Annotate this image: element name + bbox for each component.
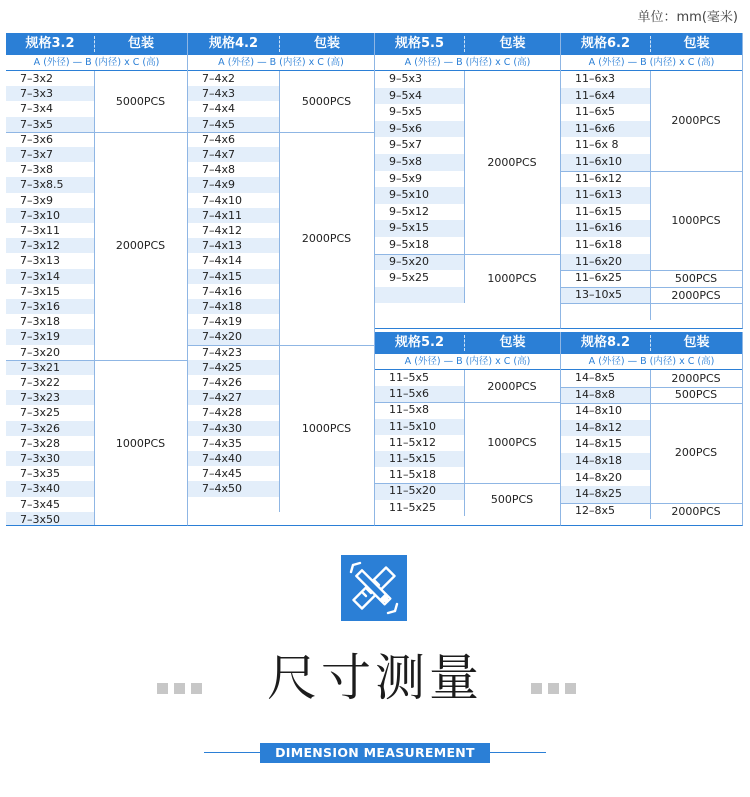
size-item: 7–4x10	[202, 193, 243, 207]
size-item: 7–3x14	[6, 269, 94, 284]
size-item: 14–8x10	[575, 404, 623, 418]
size-item: 9–5x5	[389, 105, 423, 119]
size-item: 7–3x21	[6, 360, 94, 375]
size-item: 7–4x4	[202, 102, 236, 116]
size-item: 7–4x26	[202, 376, 243, 389]
size-item: 7–4x7	[188, 147, 279, 162]
size-item: 7–4x28	[202, 406, 243, 420]
pack-quantity: 500PCS	[650, 270, 742, 287]
size-item: 11–5x6	[375, 386, 464, 402]
size-item: 9–5x8	[375, 154, 464, 171]
size-item: 9–5x6	[375, 121, 464, 138]
size-item: 9–5x4	[375, 88, 464, 105]
size-item: 11–6x13	[561, 187, 650, 204]
spec-label: 规格3.2	[25, 36, 75, 51]
spec-label: 规格6.2	[580, 36, 631, 51]
spec-block	[561, 33, 743, 329]
pack-label: 包装	[127, 36, 154, 51]
size-item: 7–4x11	[188, 208, 279, 223]
size-item: 7–3x28	[20, 436, 61, 450]
size-item: 13–10x5	[561, 287, 650, 304]
group-divider	[561, 270, 743, 271]
pack-quantity: 2000PCS	[650, 503, 742, 520]
spec-label: 规格5.5	[394, 36, 445, 51]
size-item: 7–4x16	[202, 284, 243, 298]
ruler-pencil-icon	[341, 555, 407, 621]
dimension-format: A (外径) — B (内径) x C (高)	[561, 354, 742, 370]
size-item: 14–8x20	[575, 470, 623, 484]
size-item: 7–3x23	[6, 390, 94, 405]
column-divider	[94, 71, 95, 526]
size-item: 9–5x15	[375, 220, 464, 237]
pack-quantity: 200PCS	[650, 403, 742, 503]
pack-label: 包装	[499, 335, 526, 350]
size-item: 9–5x7	[389, 138, 423, 152]
size-item: 7–4x30	[188, 421, 279, 436]
size-item: 11–6x5	[575, 105, 616, 119]
size-item: 7–3x7	[6, 147, 94, 162]
group-divider	[375, 483, 561, 484]
pack-quantity: 5000PCS	[94, 71, 187, 132]
pack-quantity: 5000PCS	[279, 71, 374, 132]
pack-quantity: 2000PCS	[464, 71, 560, 254]
size-item: 11–5x10	[375, 419, 464, 435]
section-subtitle: DIMENSION MEASUREMENT	[260, 743, 490, 763]
dimension-format: A (外径) — B (内径) x C (高)	[375, 55, 560, 71]
size-item	[561, 303, 650, 320]
size-item: 7–3x5	[6, 117, 94, 132]
size-item: 11–5x12	[389, 435, 437, 449]
size-item: 7–4x25	[188, 360, 279, 375]
size-item: 14–8x5	[575, 371, 616, 384]
spec-label: 规格8.2	[580, 335, 631, 350]
pack-quantity: 2000PCS	[94, 132, 187, 360]
pack-quantity: 1000PCS	[94, 360, 187, 526]
group-divider	[561, 303, 743, 304]
size-item: 7–4x8	[202, 163, 236, 177]
spec-block	[375, 33, 561, 329]
group-divider	[561, 387, 743, 388]
size-item: 11–6x12	[575, 171, 623, 185]
group-divider	[561, 171, 743, 172]
size-item: 9–5x10	[375, 187, 464, 204]
pack-label: 包装	[683, 36, 710, 51]
column-divider	[650, 71, 651, 320]
size-item: 7–3x9	[20, 193, 54, 207]
size-item: 7–3x3	[6, 86, 94, 101]
size-item: 11–5x25	[389, 500, 437, 514]
pack-quantity: 500PCS	[464, 483, 560, 515]
block-header	[561, 332, 742, 354]
pack-quantity: 2000PCS	[279, 132, 374, 345]
size-item: 7–3x35	[20, 467, 61, 481]
dimension-format: A (外径) — B (内径) x C (高)	[375, 354, 560, 370]
dimension-format: A (外径) — B (内径) x C (高)	[188, 55, 374, 71]
size-item: 7–4x2	[202, 72, 236, 85]
size-item: 7–3x15	[20, 284, 61, 298]
size-item: 7–3x11	[20, 224, 61, 237]
pack-quantity: 1000PCS	[650, 171, 742, 271]
size-item: 14–8x12	[561, 420, 650, 437]
size-item: 11–6x4	[561, 88, 650, 105]
size-item	[188, 497, 279, 512]
size-item: 14–8x15	[575, 437, 623, 451]
block-header	[375, 332, 560, 354]
size-item: 11–6x 8	[575, 138, 619, 152]
group-divider	[375, 402, 561, 403]
spec-block	[6, 33, 188, 526]
size-item: 7–3x10	[6, 208, 94, 223]
size-item: 7–4x5	[188, 117, 279, 132]
size-item: 9–5x18	[389, 238, 430, 251]
size-item: 11–5x15	[375, 451, 464, 467]
size-item: 7–3x40	[6, 481, 94, 496]
size-item: 7–4x14	[202, 254, 243, 268]
size-item: 7–3x18	[20, 315, 61, 329]
spec-table	[6, 33, 743, 526]
pack-quantity: 500PCS	[650, 387, 742, 404]
size-item: 7–3x12	[6, 238, 94, 253]
block-header	[188, 33, 374, 55]
column-divider	[464, 71, 465, 303]
size-item: 7–3x16	[6, 299, 94, 314]
pack-quantity: 2000PCS	[650, 287, 742, 304]
size-item: 12–8x5	[575, 503, 616, 517]
size-item: 9–5x25	[389, 271, 430, 285]
pack-quantity: 1000PCS	[464, 254, 560, 304]
size-item: 7–4x35	[202, 436, 243, 450]
size-item: 7–4x3	[188, 86, 279, 101]
pack-label: 包装	[499, 36, 526, 51]
size-item: 7–3x8.5	[6, 177, 94, 192]
spec-block	[188, 33, 375, 526]
size-item: 7–4x6	[202, 132, 236, 146]
size-item: 11–5x8	[389, 403, 430, 417]
subtitle-bar	[204, 743, 546, 763]
size-item: 7–4x20	[188, 329, 279, 344]
size-item: 7–3x25	[20, 406, 61, 420]
size-item: 7–3x45	[20, 497, 61, 511]
size-item: 7–4x40	[188, 451, 279, 466]
size-item: 11–6x20	[561, 254, 650, 271]
size-item: 7–3x22	[20, 376, 61, 389]
size-item: 7–3x6	[20, 132, 54, 146]
column-divider	[464, 370, 465, 516]
spec-label: 规格5.2	[394, 335, 445, 350]
group-divider	[375, 254, 561, 255]
group-divider	[561, 503, 743, 504]
spec-block	[375, 332, 561, 526]
size-item: 7–3x30	[6, 451, 94, 466]
group-divider	[6, 132, 188, 133]
block-header	[375, 33, 560, 55]
column-divider	[279, 71, 280, 512]
pack-quantity: 1000PCS	[279, 345, 374, 512]
group-divider	[188, 132, 375, 133]
size-item: 11–6x16	[561, 220, 650, 237]
size-item: 7–3x20	[20, 345, 61, 359]
size-item: 11–6x15	[575, 204, 623, 218]
size-item: 7–3x26	[6, 421, 94, 436]
size-item: 11–5x20	[375, 483, 464, 499]
size-item: 7–3x19	[6, 329, 94, 344]
spec-label: 规格4.2	[208, 36, 259, 51]
size-item: 11–6x18	[575, 238, 623, 251]
size-item: 7–3x13	[20, 254, 61, 268]
pack-quantity	[650, 303, 742, 320]
column-divider	[650, 370, 651, 519]
pack-quantity: 2000PCS	[464, 370, 560, 402]
group-divider	[561, 403, 743, 404]
dimension-format: A (外径) — B (内径) x C (高)	[561, 55, 742, 71]
spec-block	[561, 332, 743, 526]
pack-quantity: 2000PCS	[650, 370, 742, 387]
size-item: 11–6x6	[561, 121, 650, 138]
size-item: 7–4x13	[188, 238, 279, 253]
size-item: 7–4x27	[188, 390, 279, 405]
size-item: 11–6x10	[561, 154, 650, 171]
pack-label: 包装	[313, 36, 340, 51]
group-divider	[561, 287, 743, 288]
size-item: 14–8x25	[561, 486, 650, 503]
block-header	[561, 33, 742, 55]
size-item: 7–3x8	[20, 163, 54, 177]
group-divider	[6, 360, 188, 361]
size-item: 7–4x12	[202, 224, 243, 237]
size-item: 7–4x15	[188, 269, 279, 284]
group-divider	[188, 345, 375, 346]
size-item: 7–4x9	[188, 177, 279, 192]
dimension-format: A (外径) — B (内径) x C (高)	[6, 55, 187, 71]
size-item: 7–4x50	[188, 481, 279, 496]
size-item: 7–3x2	[20, 72, 54, 85]
size-item: 11–5x5	[389, 371, 430, 384]
size-item: 14–8x18	[561, 453, 650, 470]
size-item: 7–3x50	[6, 512, 94, 526]
size-item: 7–4x18	[188, 299, 279, 314]
unit-label: 单位：mm(毫米)	[637, 10, 738, 25]
size-item: 9–5x12	[389, 204, 430, 218]
size-item: 7–4x23	[202, 345, 243, 359]
size-item: 7–4x19	[202, 315, 243, 329]
size-item: 9–5x9	[389, 171, 423, 185]
size-item: 11–6x25	[575, 271, 623, 285]
pack-quantity: 1000PCS	[464, 402, 560, 483]
size-item: 9–5x20	[375, 254, 464, 271]
size-item: 9–5x3	[389, 72, 423, 85]
pack-quantity: 2000PCS	[650, 71, 742, 171]
size-item: 14–8x8	[561, 387, 650, 404]
size-item: 7–3x4	[20, 102, 54, 116]
size-item	[375, 287, 464, 304]
pack-label: 包装	[683, 335, 710, 350]
section-title: 尺寸测量	[267, 649, 483, 707]
block-header	[6, 33, 187, 55]
size-item: 11–5x18	[389, 468, 437, 482]
size-item: 7–4x45	[202, 467, 243, 481]
size-item: 11–6x3	[575, 72, 616, 85]
